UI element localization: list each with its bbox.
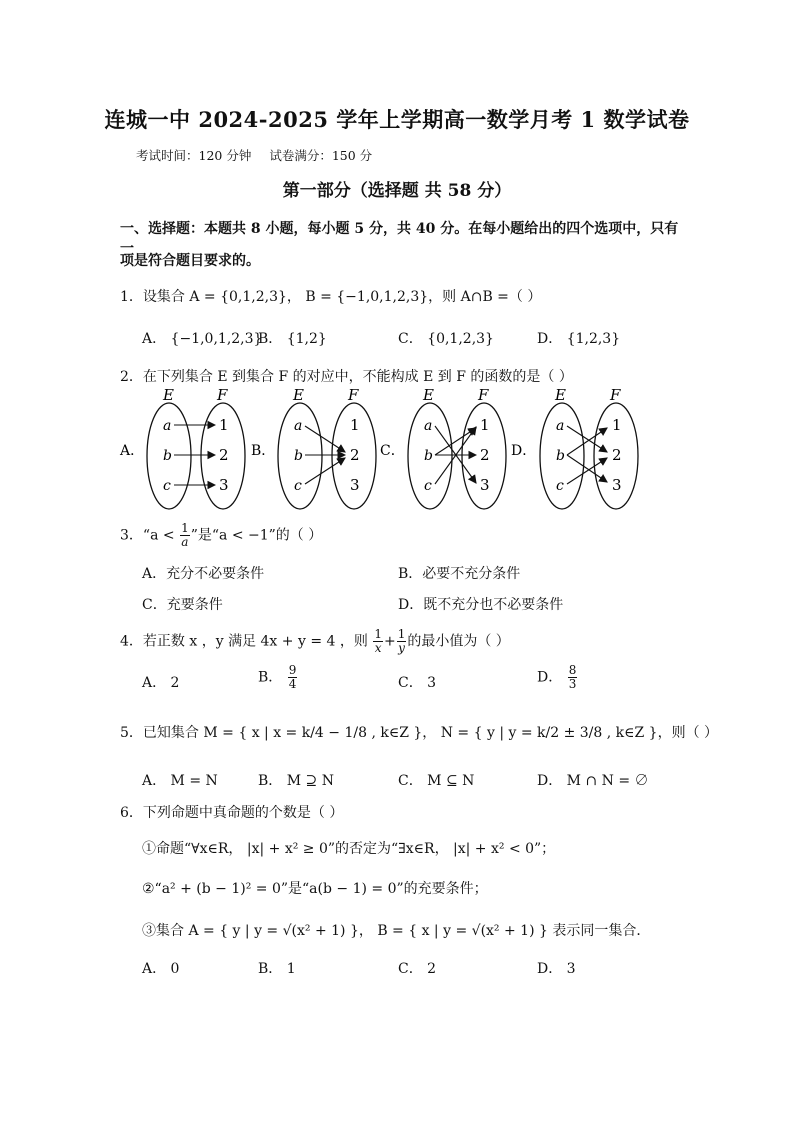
diagram-d-elem-c: c [556, 478, 564, 494]
full-score: 试卷满分：150 分 [269, 148, 373, 163]
q5-option-d: D． M ∩ N = ∅ [537, 773, 649, 789]
diagram-b-set-f: F [348, 386, 359, 404]
q3-frac-den: a [181, 535, 189, 549]
q5-number: 5． [120, 725, 143, 741]
q6-item-3: ③集合 A = { y | y = √(x² + 1) }， B = { x | y = √(x² + 1) } 表示同一集合． [142, 923, 651, 939]
q5-option-c: C． M ⊆ N [398, 773, 475, 789]
diagram-d-arrow-a2 [567, 426, 607, 452]
question-1 [120, 286, 541, 306]
diagram-d-arrow-b3 [567, 455, 607, 482]
q4-option-d-label: D． [537, 669, 563, 686]
q4-option-d [537, 664, 578, 691]
diagram-b-arrow-a2 [305, 426, 345, 452]
q3-option-a: A．充分不必要条件 [142, 566, 265, 582]
diagram-a-elem-3: 3 [219, 476, 229, 494]
q6-option-b: B． 1 [258, 961, 296, 977]
exam-meta [136, 146, 372, 164]
diagram-d-arrow-b1 [567, 428, 607, 455]
diagram-b-elem-1: 1 [350, 416, 360, 434]
diagram-b-elem-c: c [294, 478, 302, 494]
exam-time: 考试时间：120 分钟 [136, 148, 252, 163]
q5-stem: 已知集合 M = { x | x = k/4 − 1/8 , k∈Z }， N = { y | y = k/2 ± 3/8 , k∈Z }，则（ ） [142, 725, 719, 741]
q3-option-d: D．既不充分也不必要条件 [398, 597, 564, 613]
diagram-d-elem-a: a [556, 418, 565, 434]
q5-option-b: B． M ⊇ N [258, 773, 334, 789]
diagram-b [251, 386, 376, 509]
question-6 [120, 802, 343, 822]
diagram-c-arrow-b1 [435, 428, 476, 455]
diagram-a-elem-a: a [163, 418, 172, 434]
q1-option-c: C． {0,1,2,3} [398, 331, 494, 347]
q4-stem-b: 的最小值为（ ） [407, 633, 510, 650]
q3-stem-b: ”是“a < −1”的（ ） [190, 527, 323, 544]
diagram-c-set-f: F [478, 386, 489, 404]
diagram-b-elem-2: 2 [350, 446, 360, 464]
q1-number: 1． [120, 289, 143, 305]
q3-stem-a: “a < [142, 527, 175, 544]
diagram-d-elem-b: b [556, 448, 565, 464]
diagram-a-set-f: F [217, 386, 228, 404]
diagram-b-elem-a: a [294, 418, 303, 434]
q4-frac-1x: $\frac{1}{x}$ [374, 627, 382, 655]
diagram-c-set-e: E [423, 386, 434, 404]
question-2 [120, 366, 573, 386]
diagram-d-arrow-c2 [567, 458, 607, 484]
q6-number: 6． [120, 805, 143, 821]
part-title: 第一部分（选择题 共 58 分） [282, 181, 512, 201]
q1-option-d: D． {1,2,3} [537, 331, 621, 347]
q3-option-c: C．充要条件 [142, 597, 223, 613]
q4-stem-a: 若正数 x ，y 满足 4x + y = 4 ，则 [142, 633, 368, 650]
q5-option-a: A． M = N [142, 773, 218, 789]
diagram-c-elem-c: c [424, 478, 432, 494]
q4-option-d-frac: $\frac{8}{3}$ [568, 663, 577, 691]
diagram-a-label: A． [120, 443, 145, 459]
diagram-a [119, 386, 245, 509]
q4-option-b-label: B． [258, 669, 283, 686]
q6-item-1: ①命题“∀x∈R， |x| + x² ≥ 0”的否定为“∃x∈R， |x| + x² < 0”； [142, 841, 556, 857]
diagram-d-elem-3: 3 [612, 476, 622, 494]
q6-option-d: D． 3 [537, 961, 576, 977]
q2-number: 2． [120, 369, 143, 385]
diagram-a-elem-1: 1 [219, 416, 229, 434]
q4-number: 4． [120, 633, 143, 650]
q4-option-b-frac: $\frac{9}{4}$ [288, 663, 297, 691]
diagram-b-elem-b: b [294, 448, 303, 464]
q2-mapping-diagrams [0, 386, 794, 516]
exam-title: 连城一中 2024-2025 学年上学期高一数学月考 1 数学试卷 [104, 107, 690, 132]
diagram-a-elem-b: b [163, 448, 172, 464]
q6-item-2: ②“a² + (b − 1)² = 0”是“a(b − 1) = 0”的充要条件； [142, 881, 488, 897]
q2-stem: 在下列集合 E 到集合 F 的对应中，不能构成 E 到 F 的函数的是（ ） [142, 369, 573, 385]
diagram-b-arrow-c2 [305, 458, 345, 484]
q6-option-a: A． 0 [142, 961, 180, 977]
question-4: 4．若正数 x ，y 满足 4x + y = 4 ，则 $\frac{1}{x}$ + $\frac{1}{y}$ 的最小值为（ ） [120, 627, 510, 655]
diagram-d-set-f: F [610, 386, 621, 404]
diagram-d-set-e: E [555, 386, 566, 404]
diagram-b-elem-3: 3 [350, 476, 360, 494]
q3-fraction [180, 522, 190, 549]
diagram-d-label: D． [511, 443, 537, 459]
diagram-d-elem-2: 2 [612, 446, 622, 464]
question-5 [120, 722, 718, 742]
diagram-c-elem-3: 3 [480, 476, 490, 494]
diagram-d [511, 386, 638, 509]
diagram-c-elem-b: b [424, 448, 433, 464]
q6-option-c: C． 2 [398, 961, 437, 977]
q1-option-a: A． {−1,0,1,2,3} [142, 331, 263, 347]
section-instructions-line1: 一、选择题：本题共 8 小题，每小题 5 分，共 40 分。在每小题给出的四个选项中，只有一 [120, 221, 679, 257]
diagram-a-set-e: E [163, 386, 174, 404]
diagram-a-elem-2: 2 [219, 446, 229, 464]
diagram-c-elem-1: 1 [480, 416, 490, 434]
section-instructions-line2: 项是符合题目要求的。 [120, 253, 260, 269]
diagram-d-elem-1: 1 [612, 416, 622, 434]
q3-option-b: B．必要不充分条件 [398, 566, 521, 582]
q4-option-b [258, 664, 298, 691]
question-3 [120, 522, 322, 549]
diagram-a-elem-c: c [163, 478, 171, 494]
q1-option-b: B． {1,2} [258, 331, 327, 347]
diagram-b-label: B． [251, 443, 276, 459]
q4-frac-1y: $\frac{1}{y}$ [397, 627, 406, 655]
diagram-c-elem-a: a [424, 418, 433, 434]
diagram-b-set-e: E [293, 386, 304, 404]
q3-number: 3． [120, 527, 143, 544]
q4-option-a: A． 2 [142, 675, 180, 691]
diagram-c-label: C． [380, 443, 405, 459]
q3-frac-num: 1 [181, 521, 189, 535]
diagram-c-elem-2: 2 [480, 446, 490, 464]
q4-option-c: C． 3 [398, 675, 437, 691]
q1-stem: 设集合 A = {0,1,2,3}， B = {−1,0,1,2,3}，则 A∩B =（ ） [142, 289, 542, 305]
q6-stem: 下列命题中真命题的个数是（ ） [142, 805, 344, 821]
diagram-c [380, 386, 506, 509]
